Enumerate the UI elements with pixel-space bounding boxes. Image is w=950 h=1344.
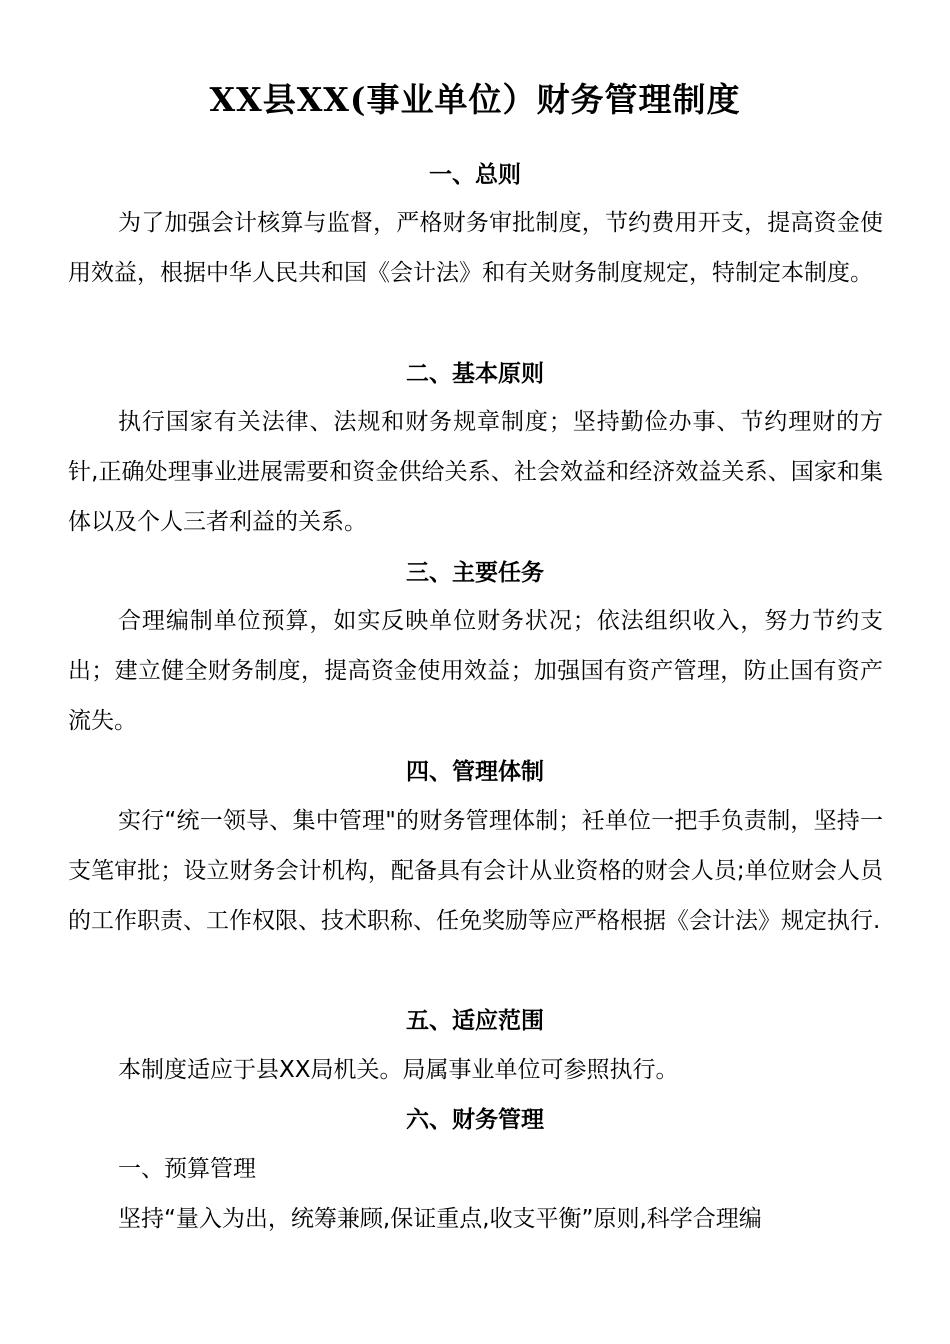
section-heading-general: 一、总则: [429, 162, 521, 188]
section-paragraph-general: 为了加强会计核算与监督，严格财务审批制度，节约费用开支，提高资金使用效益，根据中华人民共和国《会计法》和有关财务制度规定，特制定本制度。: [68, 210, 883, 286]
section-heading-basic-principles: 二、基本原则: [406, 361, 544, 387]
subheading-budget-management: 一、预算管理: [118, 1156, 256, 1182]
section-paragraph-main-tasks: 合理编制单位预算，如实反映单位财务状况；依法组织收入，努力节约支出；建立健全财务制度，提高资金使用效益；加强国有资产管理，防止国有资产流失。: [68, 608, 883, 734]
section-heading-management-system: 四、管理体制: [406, 759, 544, 785]
section-heading-main-tasks: 三、主要任务: [406, 560, 544, 586]
section-paragraph-basic-principles: 执行国家有关法律、法规和财务规章制度；坚持勤俭办事、节约理财的方针,正确处理事业进展需要和资金供给关系、社会效益和经济效益关系、国家和集体以及个人三者利益的关系。: [68, 409, 883, 535]
section-heading-scope: 五、适应范围: [406, 1008, 544, 1034]
section-heading-financial-management: 六、财务管理: [406, 1107, 544, 1133]
document-title: XX县XX(事业单位）财务管理制度: [209, 80, 741, 119]
section-paragraph-management-system: 实行“统一领导、集中管理"的财务管理体制；衽单位一把手负责制，坚持一支笔审批；设立财务会计机构，配备具有会计从业资格的财会人员;单位财会人员的工作职责、工作权限、技术职称、任免奖励等应严格根据《会计法》规定执行.: [68, 808, 883, 934]
section-paragraph-budget-management: 坚持“量入为出，统筹兼顾,保证重点,收支平衡”原则,科学合理编: [118, 1206, 762, 1232]
section-paragraph-scope: 本制度适应于县XX局机关。局属事业单位可参照执行。: [118, 1057, 679, 1083]
